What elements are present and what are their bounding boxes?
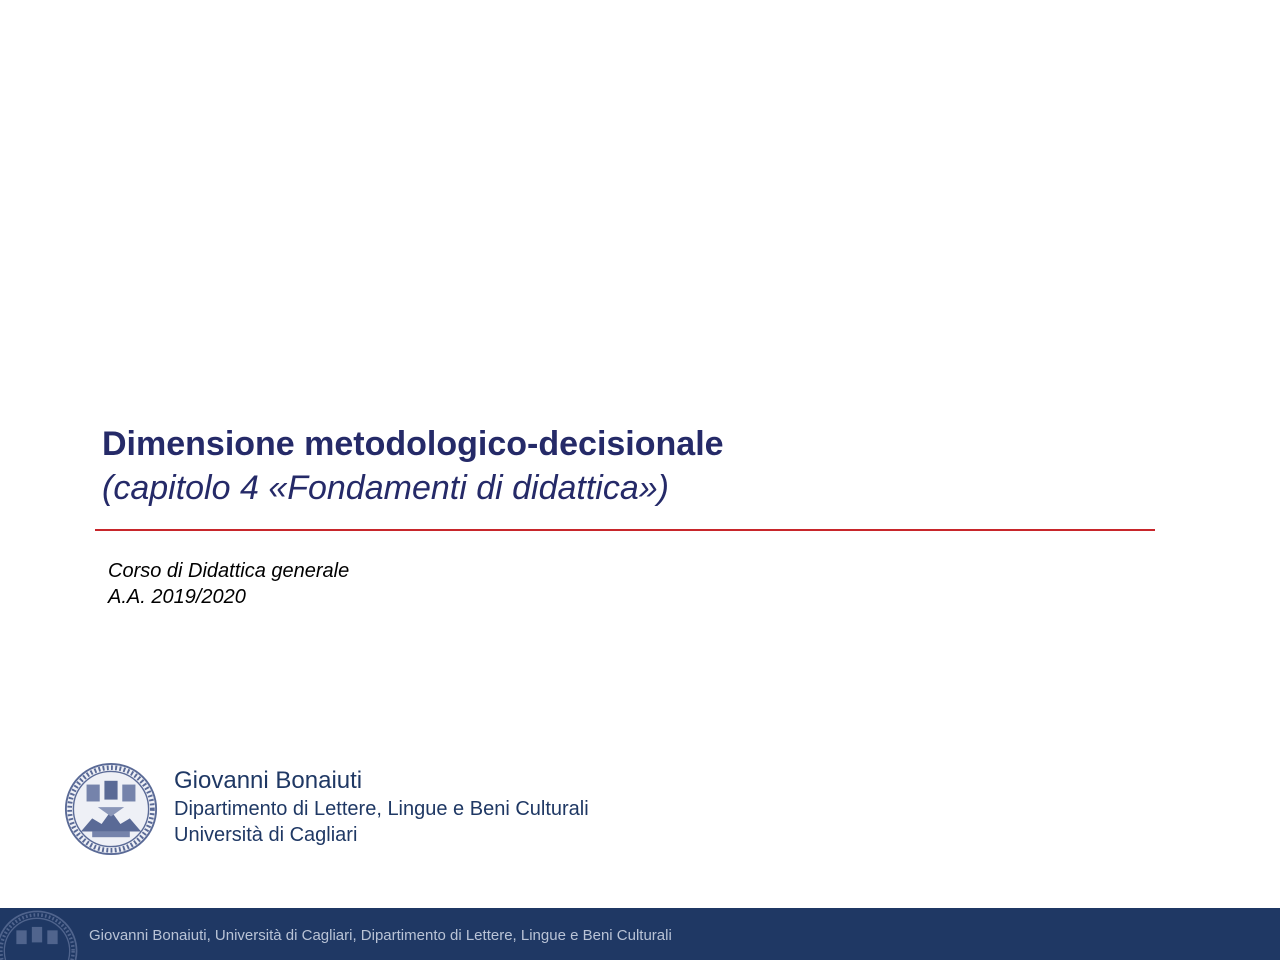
- title-divider: [95, 529, 1155, 531]
- course-name: Corso di Didattica generale: [108, 560, 350, 582]
- footer-text: Giovanni Bonaiuti, Università di Cagliari, Dipartimento di Lettere, Lingue e Beni Culturali: [89, 927, 672, 944]
- author-name: Giovanni Bonaiuti: [174, 767, 363, 794]
- author-university: Università di Cagliari: [174, 824, 358, 846]
- slide-title: Dimensione metodologico-decisionale: [102, 425, 724, 463]
- course-info: [108, 558, 349, 610]
- author-department: Dipartimento di Lettere, Lingue e Beni Culturali: [174, 798, 589, 820]
- footer-bar: [0, 908, 1280, 960]
- author-block: [174, 766, 589, 848]
- academic-year: A.A. 2019/2020: [108, 586, 246, 608]
- slide-subtitle: (capitolo 4 «Fondamenti di didattica»): [102, 469, 669, 507]
- university-seal-icon: [64, 762, 158, 856]
- footer-seal-icon: [0, 908, 80, 960]
